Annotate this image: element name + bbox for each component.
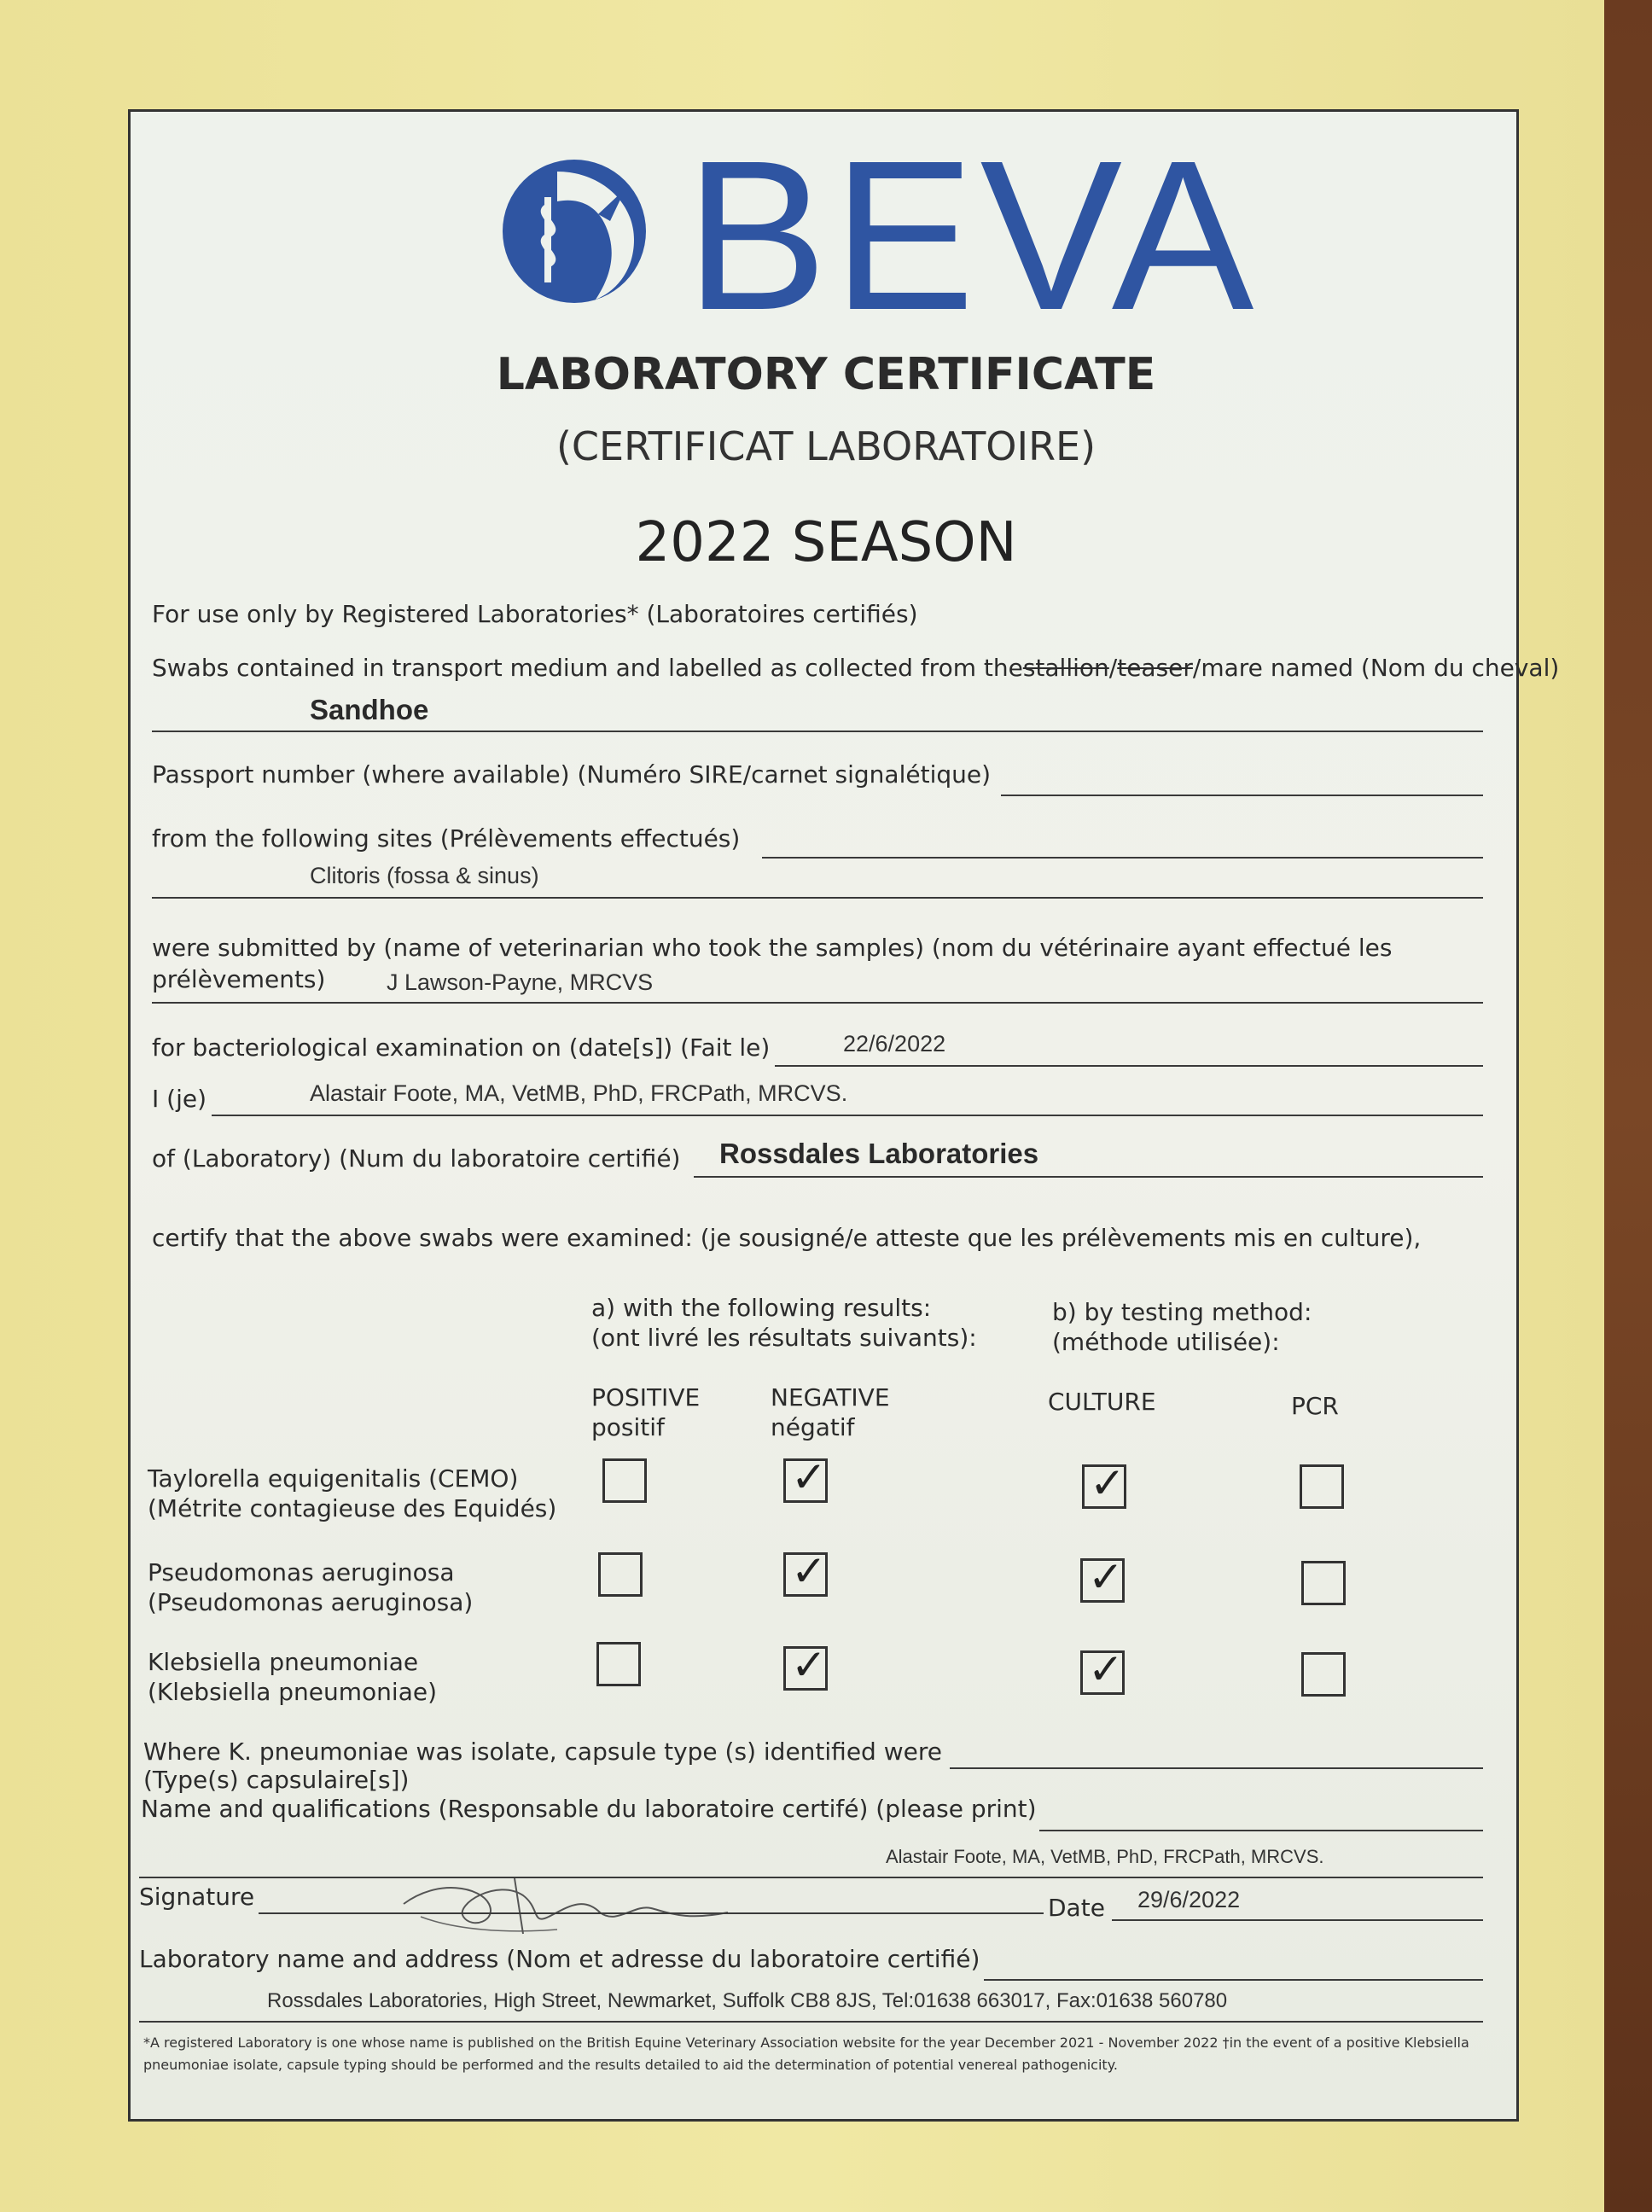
submitted-line <box>152 1002 1483 1004</box>
certifier-value[interactable]: Alastair Foote, MA, VetMB, PhD, FRCPath, MRCVS. <box>310 1080 848 1106</box>
footnote: *A registered Laboratory is one whose name is published on the British Equine Veterinary Association website for the year December 2021 - November 2022 †in the event of a positive Klebsiella pneumoniae isolate, capsule typing should be performed and the results detailed to aid the determination of potential venereal pathogenicity. <box>143 2034 1469 2073</box>
row-3-name: Klebsiella pneumoniae <box>148 1648 419 1676</box>
row-3-culture-checkbox[interactable] <box>1080 1644 1125 1695</box>
swabs-struck-stallion: stallion <box>1022 654 1109 682</box>
row-1-negative-checkbox[interactable] <box>783 1452 828 1503</box>
exam-date-value[interactable]: 22/6/2022 <box>843 1031 946 1057</box>
row-2-positive-checkbox[interactable] <box>598 1552 643 1597</box>
row-2-name: Pseudomonas aeruginosa <box>148 1558 455 1586</box>
registered-note: For use only by Registered Laboratories* (Laboratoires certifiés) <box>152 600 918 628</box>
certify-text: certify that the above swabs were examined: (je sousigné/e atteste que les prélèvements mis en culture), <box>152 1224 1422 1252</box>
row-3-pcr-checkbox[interactable] <box>1301 1652 1346 1697</box>
row-3-positive-checkbox[interactable] <box>596 1642 641 1686</box>
tick-icon: ✓ <box>1088 1644 1124 1694</box>
swabs-label <box>152 654 1559 682</box>
exam-date-label: for bacteriological examination on (date[s]) (Fait le) <box>152 1033 771 1062</box>
row-3-negative-checkbox[interactable] <box>783 1640 828 1691</box>
col-positive-2: positif <box>591 1413 665 1441</box>
background-table <box>1604 0 1652 2212</box>
col-positive-1: POSITIVE <box>591 1383 701 1412</box>
signature-line <box>259 1912 1044 1914</box>
swabs-struck-teaser: teaser <box>1117 654 1193 682</box>
passport-line <box>1001 795 1483 796</box>
results-heading-a-1: a) with the following results: <box>591 1294 932 1322</box>
capsule-line <box>950 1767 1483 1769</box>
lab-address-line-2 <box>139 2021 1483 2023</box>
certifier-label: I (je) <box>152 1085 207 1113</box>
sites-line-1 <box>762 857 1483 859</box>
col-negative-2: négatif <box>771 1413 855 1441</box>
results-heading-b-1: b) by testing method: <box>1052 1298 1312 1326</box>
results-heading-b-2: (méthode utilisée): <box>1052 1328 1280 1356</box>
laboratory-label: of (Laboratory) (Num du laboratoire certifié) <box>152 1144 681 1173</box>
submitted-label-line1: were submitted by (name of veterinarian who took the samples) (nom du vétérinaire ayant effectué les <box>152 934 1393 962</box>
tick-icon: ✓ <box>791 1452 827 1502</box>
certificate-page <box>128 109 1560 2122</box>
name-quals-line-1 <box>1039 1830 1483 1831</box>
signature-image <box>387 1870 745 1938</box>
row-1-pcr-checkbox[interactable] <box>1300 1464 1344 1509</box>
lab-address-label: Laboratory name and address (Nom et adresse du laboratoire certifié) <box>139 1945 980 1973</box>
tick-icon: ✓ <box>1088 1552 1124 1602</box>
date-value[interactable]: 29/6/2022 <box>1137 1887 1241 1912</box>
results-heading-a-2: (ont livré les résultats suivants): <box>591 1324 977 1352</box>
col-negative-1: NEGATIVE <box>771 1383 890 1412</box>
row-3-name-fr: (Klebsiella pneumoniae) <box>148 1678 438 1706</box>
row-1-name: Taylorella equigenitalis (CEMO) <box>148 1464 519 1493</box>
laboratory-line <box>694 1176 1483 1178</box>
horse-name-line <box>152 731 1483 732</box>
row-2-name-fr: (Pseudomonas aeruginosa) <box>148 1588 474 1616</box>
signature-label: Signature <box>139 1883 255 1911</box>
swabs-label-end: /mare named (Nom du cheval) <box>1192 654 1560 682</box>
col-pcr: PCR <box>1291 1392 1339 1420</box>
row-1-culture-checkbox[interactable] <box>1082 1458 1126 1509</box>
sites-label: from the following sites (Prélèvements effectués) <box>152 824 741 853</box>
capsule-label-fr: (Type(s) capsulaire[s]) <box>143 1766 410 1794</box>
date-label: Date <box>1048 1894 1105 1922</box>
veterinarian-value[interactable]: J Lawson-Payne, MRCVS <box>387 969 654 995</box>
beva-logo-text: BEVA <box>685 116 1259 354</box>
sites-line-2 <box>152 897 1483 899</box>
certifier-line <box>212 1115 1483 1116</box>
name-quals-line-2 <box>139 1877 1483 1878</box>
certificate-subtitle: (CERTIFICAT LABORATOIRE) <box>556 423 1096 469</box>
sites-value[interactable]: Clitoris (fossa & sinus) <box>310 863 539 888</box>
row-1-positive-checkbox[interactable] <box>602 1458 647 1503</box>
lab-address-value[interactable]: Rossdales Laboratories, High Street, Newmarket, Suffolk CB8 8JS, Tel:01638 663017, Fax:01638 560780 <box>267 1989 1228 2012</box>
season-heading: 2022 SEASON <box>635 511 1017 574</box>
row-1-name-fr: (Métrite contagieuse des Equidés) <box>148 1494 557 1522</box>
lab-address-line-1 <box>984 1979 1483 1981</box>
swabs-label-start: Swabs contained in transport medium and labelled as collected from the <box>152 654 1023 682</box>
exam-date-line <box>775 1065 1483 1067</box>
capsule-label: Where K. pneumoniae was isolate, capsule type (s) identified were <box>143 1738 942 1766</box>
row-2-culture-checkbox[interactable] <box>1080 1552 1125 1603</box>
row-2-negative-checkbox[interactable] <box>783 1546 828 1597</box>
date-line <box>1112 1919 1483 1921</box>
col-culture: CULTURE <box>1048 1388 1156 1416</box>
row-2-pcr-checkbox[interactable] <box>1301 1561 1346 1605</box>
tick-icon: ✓ <box>1090 1458 1126 1508</box>
passport-label: Passport number (where available) (Numéro SIRE/carnet signalétique) <box>152 760 992 789</box>
submitted-label-line2: prélèvements) <box>152 965 326 993</box>
name-quals-value[interactable]: Alastair Foote, MA, VetMB, PhD, FRCPath, MRCVS. <box>886 1846 1324 1867</box>
tick-icon: ✓ <box>791 1640 827 1690</box>
swabs-sep: / <box>1108 654 1118 682</box>
certificate-title: LABORATORY CERTIFICATE <box>496 349 1156 400</box>
name-quals-label: Name and qualifications (Responsable du laboratoire certifé) (please print) <box>141 1795 1037 1823</box>
laboratory-value[interactable]: Rossdales Laboratories <box>719 1138 1039 1169</box>
beva-logo-icon <box>497 154 651 308</box>
tick-icon: ✓ <box>791 1546 827 1596</box>
horse-name-value[interactable]: Sandhoe <box>310 694 429 725</box>
